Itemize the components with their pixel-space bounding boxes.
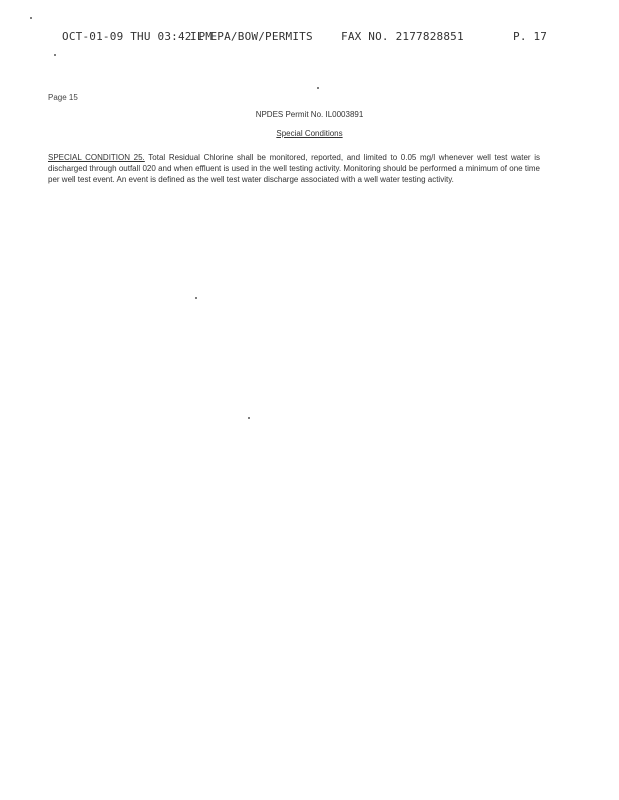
scan-speck — [30, 17, 32, 19]
condition-text: Total Residual Chlorine shall be monitored, reported, and limited to 0.05 mg/l whenever well test water is discharged through outfall 020 and when effluent is used in the well testing activity. Monitoring should be performed a minimum of one time per well test event. An event is defined as the well test water discharge associated with a well water testing activity. — [48, 153, 541, 184]
fax-number: FAX NO. 2177828851 — [341, 30, 464, 43]
special-condition-paragraph — [48, 152, 540, 185]
page-label: Page 15 — [48, 93, 78, 102]
permit-title: NPDES Permit No. IL0003891 — [255, 110, 364, 119]
fax-sender: IL EPA/BOW/PERMITS — [190, 30, 313, 43]
fax-date-time: OCT-01-09 THU 03:42 PM — [62, 30, 213, 43]
scan-speck — [317, 87, 319, 89]
scan-speck — [195, 297, 197, 299]
scan-speck — [54, 54, 56, 56]
section-heading: Special Conditions — [276, 129, 343, 138]
condition-label: SPECIAL CONDITION 25. — [48, 153, 145, 162]
scan-speck — [248, 417, 250, 419]
fax-header — [0, 30, 619, 46]
fax-page-number: P. 17 — [513, 30, 548, 43]
